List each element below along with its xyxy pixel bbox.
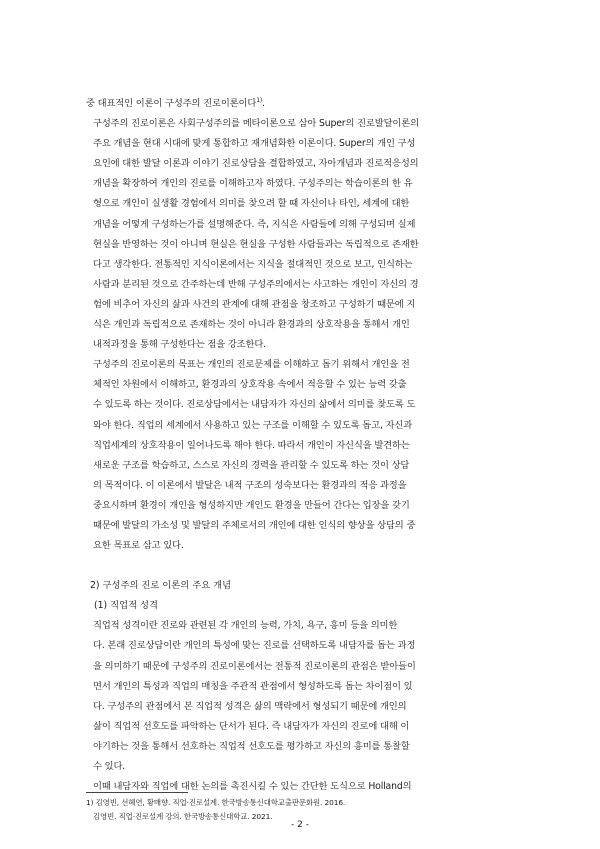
text-line: 개념을 어떻게 구성하는가를 설명해준다. 즉, 지식은 사람들에 의해 구성되며 실제 (93, 218, 416, 230)
text-line: 와야 한다. 직업의 세계에서 사용하고 있는 구조를 이해할 수 있도록 돕고, 자신과 (93, 419, 413, 431)
text-line: 개념을 확장하여 개인의 진로를 이해하고자 하였다. 구성주의는 학습이론의 한 유 (93, 178, 413, 190)
text-line: 수 있도록 하는 것이다. 진로상담에서는 내담자가 자신의 삶에서 의미를 찾도록 도 (93, 399, 416, 411)
text-line: 구성주의 진로이론은 사회구성주의를 메타이론으로 삼아 Super의 진로발달이론의 (93, 118, 419, 130)
text-line: 요인에 대한 발달 이론과 이야기 진로상담을 결합하였고, 자아개념과 진로적응성의 (93, 158, 419, 170)
text-line: 체적인 차원에서 이해하고, 환경과의 상호작용 속에서 적응할 수 있는 능력 갖출 (93, 379, 407, 391)
text-line: 의 목적이다. 이 이론에서 발달은 내적 구조의 성숙보다는 환경과의 적응 과정을 (93, 479, 407, 491)
intro-text: 중 대표적인 이론이 구성주의 진로이론이다 (86, 98, 257, 109)
paragraph-1 (86, 114, 514, 355)
paragraph-3 (86, 616, 514, 777)
text-line: 험에 비추어 자신의 삶과 사건의 관계에 대해 관점을 창조하고 구성하기 때문에 지 (93, 298, 416, 310)
text-line: 주요 개념을 현대 시대에 맞게 통합하고 재개념화한 이론이다. Super의 개인 구성 (93, 138, 416, 150)
document-page (86, 94, 514, 797)
page-number: - 2 - (291, 820, 309, 830)
text-line: 다. 구성주의 관점에서 본 직업적 성격은 삶의 맥락에서 형성되기 때문에 개인의 (93, 700, 407, 712)
text-line: 을 의미하기 때문에 구성주의 진로이론에서는 전통적 진로이론의 관점은 받아들이 (93, 660, 416, 672)
text-line: 야기하는 것을 통해서 선호하는 직업적 선호도를 평가하고 자신의 흥미를 통찰할 (93, 740, 410, 752)
footnotes (86, 796, 516, 823)
text-line: 중요시하며 환경이 개인을 형성하지만 개인도 환경을 만들어 간다는 입장을 갖기 (93, 499, 410, 511)
text-line: 요한 목표로 삼고 있다. (93, 540, 184, 552)
subsection-heading: (1) 직업적 성격 (94, 600, 158, 612)
text-line: 다. 본래 진로상담이란 개인의 특성에 맞는 진로를 선택하도록 내담자를 돕는 과정 (93, 640, 416, 652)
footnote-1: 1) 김영빈, 선혜연, 황매향. 직업·진로설계. 한국방송통신대학교출판문화원. 2016. (86, 798, 346, 807)
text-line: 내적과정을 통해 구성한다는 점을 강조한다. (93, 339, 266, 351)
text-line: 사람과 분리된 것으로 간주하는데 반해 구성주의에서는 사고하는 개인이 자신의 경 (93, 278, 419, 290)
text-line: 현실을 반영하는 것이 아니며 현실은 현실을 구성한 사람들과는 독립적으로 존재한 (93, 238, 419, 250)
text-line: 수 있다. (93, 761, 126, 772)
text-line: 형으로 개인이 실생활 경험에서 의미를 찾으려 할 때 자신이나 타인, 세계에 대한 (93, 198, 410, 210)
text-line: 직업세계의 상호작용이 일어나도록 해야 한다. 따라서 개인이 자신식을 발견하는 (93, 439, 410, 451)
section-spacer (86, 556, 514, 576)
text-line: 구성주의 진로이론의 목표는 개인의 진로문제를 이해하고 돕기 위해서 개인을 전 (93, 359, 410, 371)
intro-end: . (262, 98, 265, 109)
footnote-divider (86, 792, 188, 793)
text-line: 때문에 발달의 가소성 및 발달의 주체로서의 개인에 대한 인식의 향상을 상담의 중 (93, 519, 416, 531)
intro-line (86, 94, 514, 114)
footnote-ref[interactable]: 1) (256, 96, 263, 104)
footnote-2: 김영빈. 직업·진로설계 강의. 한국방송통신대학교. 2021. (93, 811, 273, 821)
text-line: 새로운 구조를 학습하고, 스스로 자신의 경력을 관리할 수 있도록 하는 것이 상담 (93, 459, 410, 471)
paragraph-2 (86, 355, 514, 556)
text-line: 다고 생각한다. 전통적인 지식이론에서는 지식을 절대적인 것으로 보고, 인식하는 (93, 258, 413, 270)
text-line: 식은 개인과 독립적으로 존재하는 것이 아니라 환경과의 상호작용을 통해서 개인 (93, 319, 410, 331)
text-line: 이때 내담자와 직업에 대한 논의를 촉진시킬 수 있는 간단한 도식으로 Holland의 (93, 781, 412, 793)
text-line: 면서 개인의 특성과 직업의 매칭을 주관적 관점에서 형성하도록 돕는 차이점이 있 (93, 680, 413, 692)
section-heading: 2) 구성주의 진로 이론의 주요 개념 (90, 580, 232, 592)
text-line: 삶이 직업적 선호도를 파악하는 단서가 된다. 즉 내담자가 자신의 진로에 대해 이 (93, 720, 410, 732)
text-line: 직업적 성격이란 진로와 관련된 각 개인의 능력, 가치, 욕구, 흥미 등을 의미한 (93, 620, 398, 632)
paragraph-4 (86, 777, 514, 797)
